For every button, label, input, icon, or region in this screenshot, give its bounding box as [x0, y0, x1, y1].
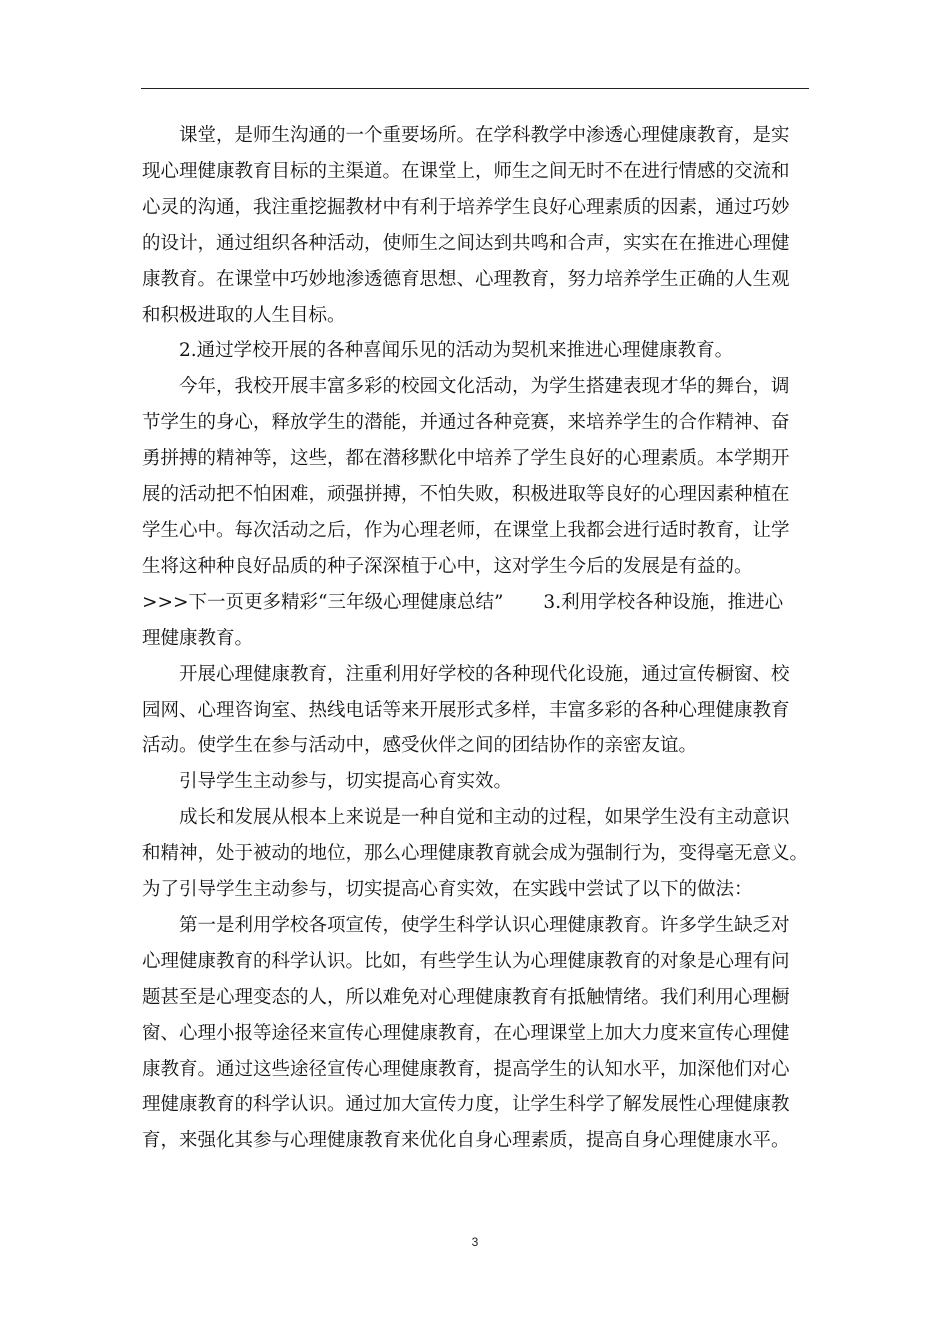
text-line: 园网、心理咨询室、热线电话等来开展形式多样，丰富多彩的各种心理健康教育 [142, 699, 790, 721]
text-line: 引导学生主动参与，切实提高心育实效。 [179, 771, 513, 793]
text-line: 学生心中。每次活动之后，作为心理老师，在课堂上我都会进行适时教育，让学 [142, 519, 790, 541]
text-line: 心理健康教育的科学认识。比如，有些学生认为心理健康教育的对象是心理有问 [142, 950, 790, 972]
paragraph-1 [142, 118, 808, 333]
text-line: 康教育。通过这些途径宣传心理健康教育，提高学生的认知水平，加深他们对心 [142, 1058, 790, 1080]
text-line: 2.通过学校开展的各种喜闻乐见的活动为契机来推进心理健康教育。 [179, 340, 734, 362]
text-line: 第一是利用学校各项宣传，使学生科学认识心理健康教育。许多学生缺乏对 [179, 914, 790, 936]
page-number: 3 [471, 1235, 479, 1249]
text-line: 的设计，通过组织各种活动，使师生之间达到共鸣和合声，实实在在推进心理健 [142, 232, 790, 254]
header-rule [141, 88, 809, 89]
text-line: 勇拼搏的精神等，这些，都在潜移默化中培养了学生良好的心理素质。本学期开 [142, 448, 790, 470]
next-page-link[interactable]: >>>下一页更多精彩“三年级心理健康总结” [142, 591, 504, 613]
text-line: 理健康教育的科学认识。通过加大宣传力度，让学生科学了解发展性心理健康教 [142, 1094, 790, 1116]
text-line: 课堂，是师生沟通的一个重要场所。在学科教学中渗透心理健康教育，是实 [179, 125, 790, 146]
text-line: 成长和发展从根本上来说是一种自觉和主动的过程，如果学生没有主动意识 [179, 807, 790, 829]
text-line: 育，来强化其参与心理健康教育来优化自身心理素质，提高自身心理健康水平。 [142, 1130, 790, 1152]
text-line: 开展心理健康教育，注重利用好学校的各种现代化设施，通过宣传橱窗、校 [179, 663, 790, 685]
text-line: 题甚至是心理变态的人，所以难免对心理健康教育有抵触情绪。我们利用心理橱 [142, 986, 790, 1008]
text-line: 康教育。在课堂中巧妙地渗透德育思想、心理教育，努力培养学生正确的人生观 [142, 268, 790, 290]
text-line: 活动。使学生在参与活动中，感受伙伴之间的团结协作的亲密友谊。 [142, 735, 698, 757]
paragraph-5 [142, 657, 808, 765]
paragraph-4 [142, 585, 808, 657]
text-line: 生将这种种良好品质的种子深深植于心中，这对学生今后的发展是有益的。 [142, 555, 753, 577]
text-line: 为了引导学生主动参与，切实提高心育实效，在实践中尝试了以下的做法： [142, 879, 753, 901]
paragraph-8 [142, 908, 808, 1159]
paragraph-2-heading [142, 333, 808, 369]
paragraph-6-heading [142, 764, 808, 800]
paragraph-7 [142, 800, 808, 908]
text-line [142, 585, 808, 621]
text-line: 和精神，处于被动的地位，那么心理健康教育就会成为强制行为，变得毫无意义。 [142, 843, 809, 865]
paragraph-3 [142, 369, 808, 584]
section-3-heading-start: 3.利用学校各种设施，推进心 [543, 591, 784, 613]
text-line: 今年，我校开展丰富多彩的校园文化活动，为学生搭建表现才华的舞台，调 [179, 376, 790, 398]
text-line: 展的活动把不怕困难，顽强拼搏，不怕失败，积极进取等良好的心理因素种植在 [142, 484, 790, 506]
document-body [142, 118, 808, 1159]
text-line: 现心理健康教育目标的主渠道。在课堂上，师生之间无时不在进行情感的交流和 [142, 160, 790, 182]
text-line: 节学生的身心，释放学生的潜能，并通过各种竞赛，来培养学生的合作精神、奋 [142, 412, 790, 434]
text-line: 窗、心理小报等途径来宣传心理健康教育，在心理课堂上加大力度来宣传心理健 [142, 1022, 790, 1044]
text-line: 心灵的沟通，我注重挖掘教材中有利于培养学生良好心理素质的因素，通过巧妙 [142, 196, 790, 218]
text-line: 和积极进取的人生目标。 [142, 304, 346, 326]
text-line: 理健康教育。 [142, 627, 254, 649]
